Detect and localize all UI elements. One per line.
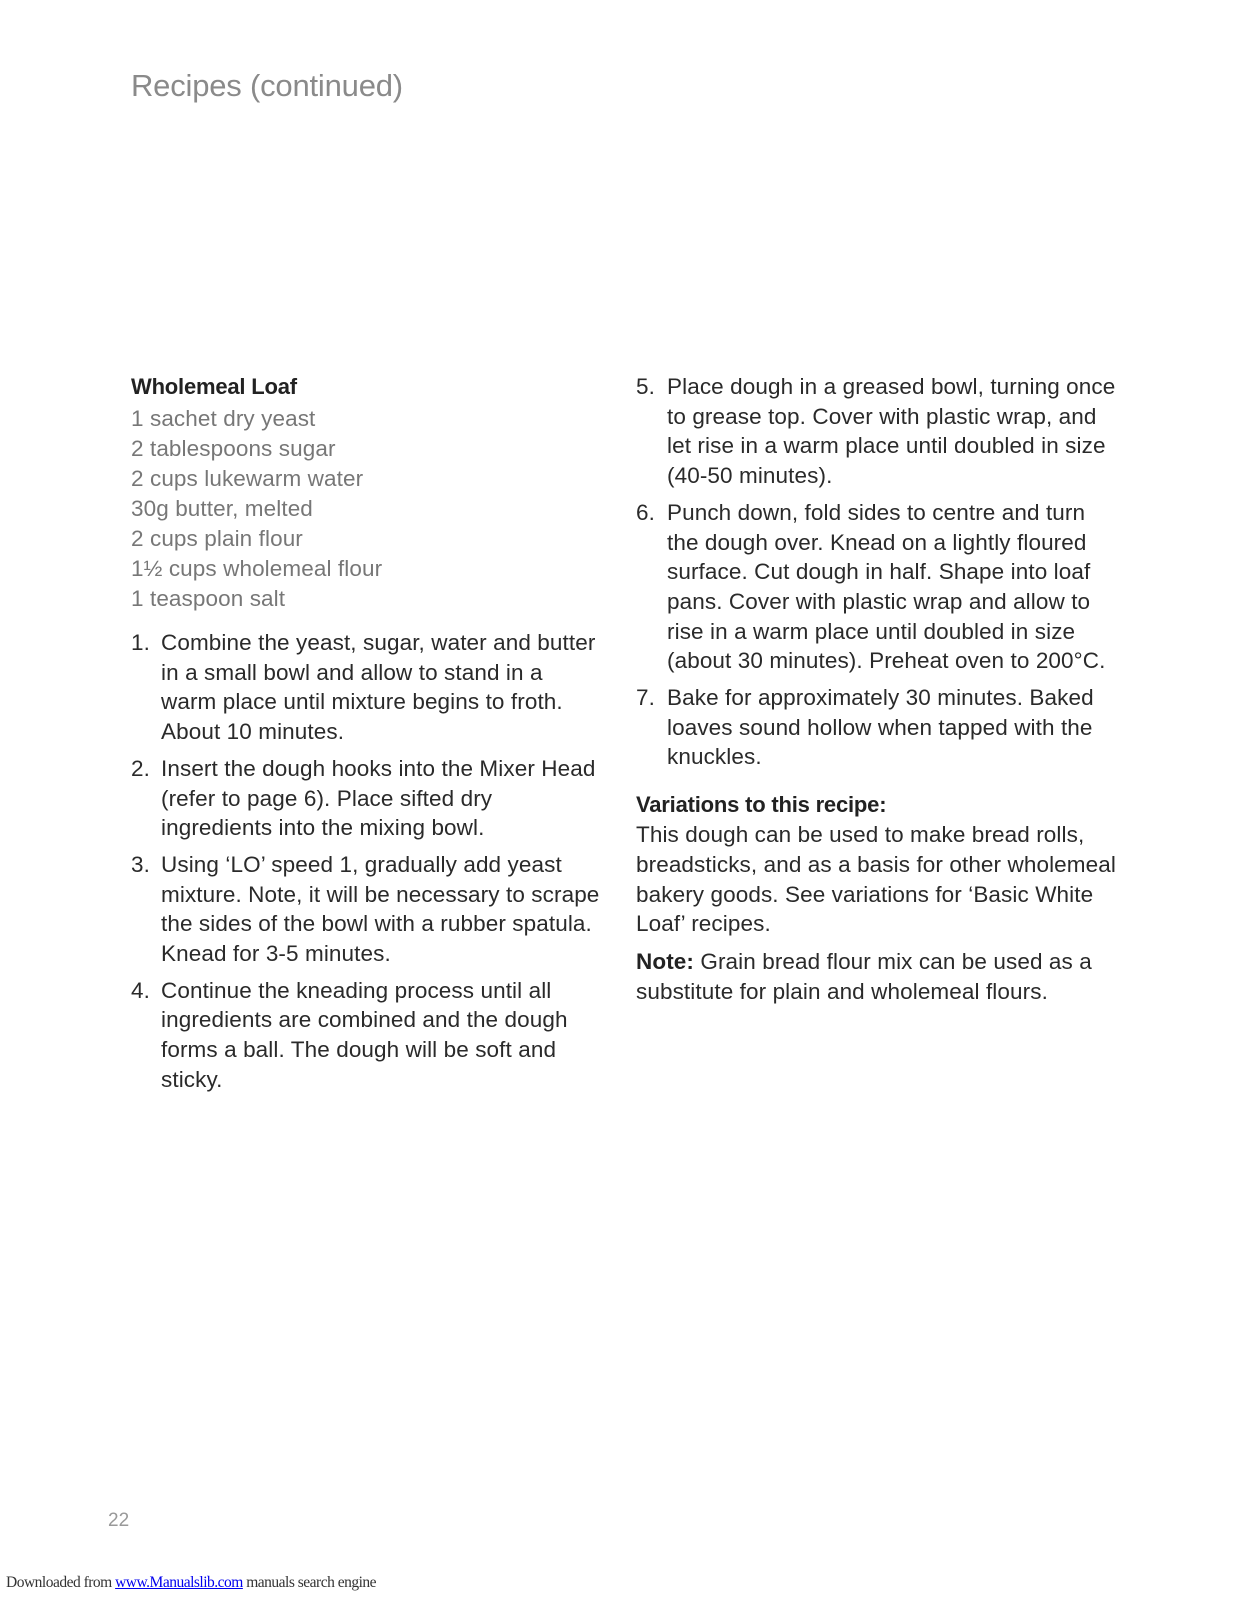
step-number: 7. [636,685,655,711]
ingredient-item: 2 cups plain flour [131,526,303,551]
ingredient-item: 2 cups lukewarm water [131,466,364,491]
left-column [131,372,601,1102]
note-text: Grain bread flour mix can be used as a substitute for plain and wholemeal flours. [636,948,1092,1004]
method-step [636,498,1116,676]
download-footer [6,1574,376,1592]
footer-suffix: manuals search engine [242,1574,377,1591]
manualslib-link[interactable]: www.Manualslib.com [115,1574,243,1591]
note-paragraph [636,947,1116,1006]
step-number: 5. [636,374,655,399]
page-title: Recipes (continued) [131,68,403,103]
variations-heading: Variations to this recipe: [636,792,887,818]
step-text: Insert the dough hooks into the Mixer Head (refer to page 6). Place sifted dry ingredients into the mixing bowl. [161,755,596,841]
step-number: 3. [131,851,150,877]
ingredient-list [131,404,601,614]
method-step [131,754,601,843]
step-text: Using ‘LO’ speed 1, gradually add yeast mixture. Note, it will be necessary to scrape the sides of the bowl with a rubber spatula. Knead for 3-5 minutes. [161,851,600,967]
method-steps-right [636,372,1116,772]
ingredient-item: 1 sachet dry yeast [131,406,316,431]
step-number: 4. [131,977,150,1003]
method-step [131,976,601,1095]
method-steps-left [131,628,601,1095]
ingredient-item: 2 tablespoons sugar [131,436,336,461]
method-step [131,850,601,969]
page-number: 22 [108,1510,130,1531]
step-number: 2. [131,755,150,781]
step-number: 1. [131,630,150,655]
right-column [636,372,1116,1006]
note-label: Note: [636,948,694,974]
step-text: Combine the yeast, sugar, water and butter in a small bowl and allow to stand in a warm place until mixture begins to froth. About 10 minutes. [161,630,596,745]
method-step [131,628,601,747]
ingredient-item: 1½ cups wholemeal flour [131,556,383,581]
ingredient-item: 1 teaspoon salt [131,586,286,611]
step-text: Punch down, fold sides to centre and turn the dough over. Knead on a lightly floured surface. Cut dough in half. Shape into loaf pans. Cover with plastic wrap and allow to rise in a warm place until doubled in size (about 30 minutes). Preheat oven to 200°C. [667,499,1106,674]
footer-prefix: Downloaded from [6,1574,116,1591]
ingredient-item: 30g butter, melted [131,496,313,521]
variations-text: This dough can be used to make bread rolls, breadsticks, and as a basis for other wholemeal bakery goods. See variations for ‘Basic White Loaf’ recipes. [636,822,1116,937]
step-text: Continue the kneading process until all ingredients are combined and the dough forms a ball. The dough will be soft and sticky. [161,977,568,1092]
step-text: Place dough in a greased bowl, turning once to grease top. Cover with plastic wrap, and let rise in a warm place until doubled in size (40-50 minutes). [667,374,1116,489]
step-text: Bake for approximately 30 minutes. Baked loaves sound hollow when tapped with the knuckles. [667,685,1094,770]
method-step [636,372,1116,491]
method-step [636,683,1116,772]
step-number: 6. [636,499,655,525]
recipe-title: Wholemeal Loaf [131,374,297,399]
